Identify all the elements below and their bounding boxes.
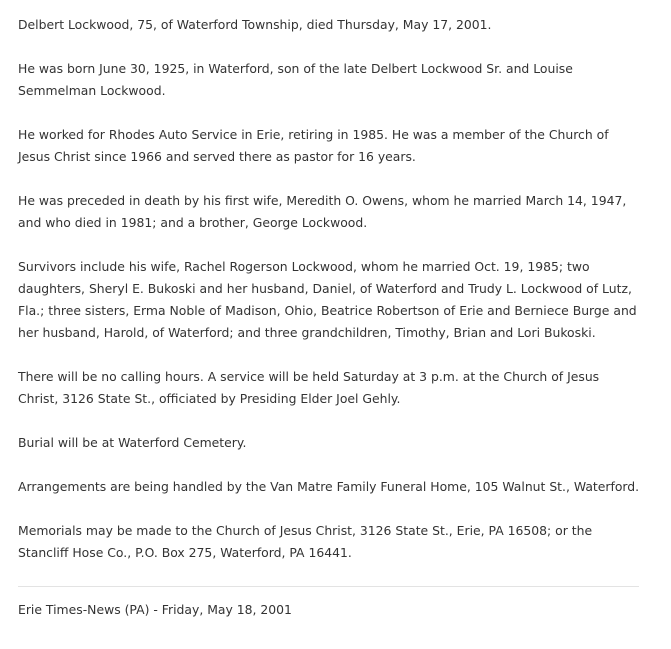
obituary-paragraph-death-notice: Delbert Lockwood, 75, of Waterford Township, died Thursday, May 17, 2001. <box>18 17 492 32</box>
obituary-paragraph-preceded: He was preceded in death by his first wife, Meredith O. Owens, whom he married March 14, 1947, and who died in 1981; and a brother, George Lockwood. <box>18 193 627 230</box>
source-citation: Erie Times-News (PA) - Friday, May 18, 2001 <box>18 602 292 617</box>
obituary-paragraph-birth: He was born June 30, 1925, in Waterford, son of the late Delbert Lockwood Sr. and Louise Semmelman Lockwood. <box>18 61 573 98</box>
divider <box>18 586 639 587</box>
obituary-paragraph-service: There will be no calling hours. A service will be held Saturday at 3 p.m. at the Church of Jesus Christ, 3126 State St., officiated by Presiding Elder Joel Gehly. <box>18 369 600 406</box>
obituary-paragraph-arrangements: Arrangements are being handled by the Van Matre Family Funeral Home, 105 Walnut St., Waterford. <box>18 479 640 494</box>
obituary-paragraph-burial: Burial will be at Waterford Cemetery. <box>18 435 247 450</box>
obituary-paragraph-career: He worked for Rhodes Auto Service in Erie, retiring in 1985. He was a member of the Church of Jesus Christ since 1966 and served there as pastor for 16 years. <box>18 127 609 164</box>
obituary-paragraph-memorials: Memorials may be made to the Church of Jesus Christ, 3126 State St., Erie, PA 16508; or the Stancliff Hose Co., P.O. Box 275, Waterford, PA 16441. <box>18 523 593 560</box>
obituary-paragraph-survivors: Survivors include his wife, Rachel Rogerson Lockwood, whom he married Oct. 19, 1985; two daughters, Sheryl E. Bukoski and her husband, Daniel, of Waterford and Trudy L. Lockwood of Lutz, Fla.; three sisters, Erma Noble of Madison, Ohio, Beatrice Robertson of Erie and Berniece Burge and her husband, Harold, of Waterford; and three grandchildren, Timothy, Brian and Lori Bukoski. <box>18 259 637 340</box>
